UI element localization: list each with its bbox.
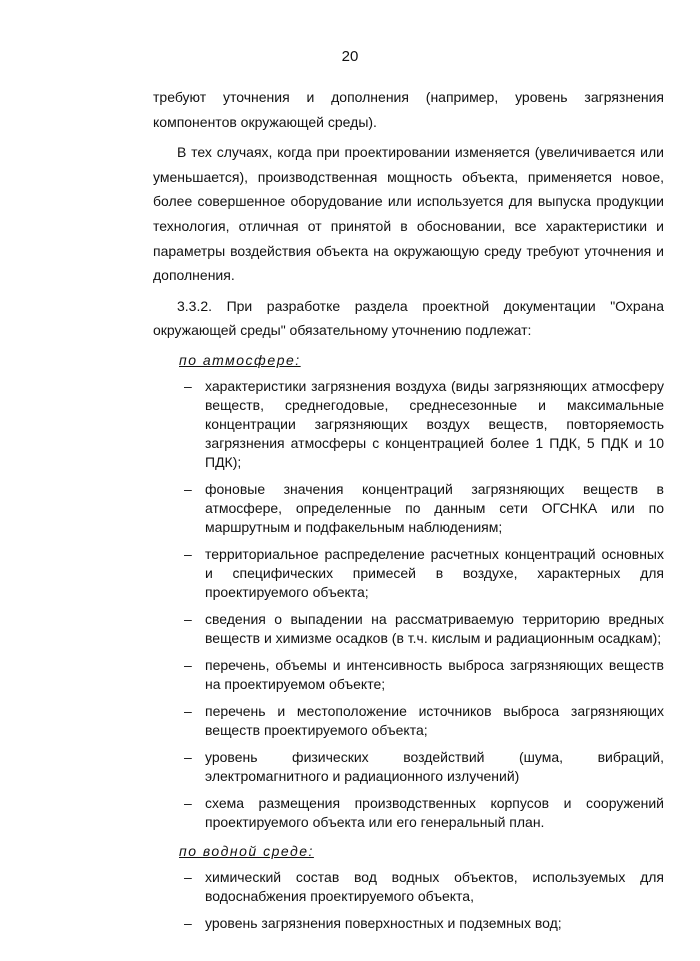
list-water bbox=[153, 868, 664, 933]
dash-marker: – bbox=[184, 914, 192, 931]
paragraph: В тех случаях, когда при проектировании изменяется (увеличивается или уменьшается), производственная мощность объекта, применяется новое, более совершенное оборудование или используется для выпуска продукции технология, отличная от принятой в обосновании, все характеристики и параметры воздействия объекта на окружающую среду требуют уточнения и дополнения. bbox=[153, 144, 664, 284]
list-atmosphere bbox=[153, 377, 664, 832]
list-item bbox=[153, 480, 664, 537]
list-item-text: уровень физических воздействий (шума, вибраций, электромагнитного и радиационного излучений) bbox=[205, 748, 664, 784]
dash-marker: – bbox=[184, 748, 192, 765]
list-item-text: территориальное распределение расчетных концентраций основных и специфических примесей в воздухе, характерных для проектируемого объекта; bbox=[205, 545, 664, 600]
dash-marker: – bbox=[184, 868, 192, 885]
dash-marker: – bbox=[184, 480, 192, 497]
dash-marker: – bbox=[184, 377, 192, 394]
list-item-text: фоновые значения концентраций загрязняющих веществ в атмосфере, определенные по данным сети ОГСНКА или по маршрутным и подфакельным наблюдениям; bbox=[205, 480, 664, 535]
list-item bbox=[153, 610, 664, 648]
document-body bbox=[153, 85, 664, 941]
list-item bbox=[153, 656, 664, 694]
list-item-text: химический состав вод водных объектов, используемых для водоснабжения проектируемого объекта, bbox=[205, 868, 664, 904]
list-item bbox=[153, 748, 664, 786]
list-item-text: перечень и местоположение источников выброса загрязняющих веществ проектируемого объекта; bbox=[205, 702, 664, 738]
list-item-text: характеристики загрязнения воздуха (виды загрязняющих атмосферу веществ, среднегодовые, среднесезонные и максимальные концентрации загрязняющих воздух веществ, повторяемость загрязнения атмосферы с концентрацией более 1 ПДК, 5 ПДК и 10 ПДК); bbox=[205, 377, 664, 470]
paragraph: требуют уточнения и дополнения (например, уровень загрязнения компонентов окружающей среды). bbox=[153, 89, 664, 130]
list-item bbox=[153, 868, 664, 906]
list-item bbox=[153, 914, 664, 933]
page-number: 20 bbox=[341, 48, 359, 65]
list-item bbox=[153, 794, 664, 832]
list-item bbox=[153, 377, 664, 472]
list-item-text: перечень, объемы и интенсивность выброса загрязняющих веществ на проектируемом объекте; bbox=[205, 656, 664, 692]
dash-marker: – bbox=[184, 545, 192, 562]
list-item-text: уровень загрязнения поверхностных и подземных вод; bbox=[205, 914, 562, 931]
list-item bbox=[153, 545, 664, 602]
paragraph: 3.3.2. При разработке раздела проектной документации "Охрана окружающей среды" обязательному уточнению подлежат: bbox=[153, 297, 664, 339]
dash-marker: – bbox=[184, 610, 192, 627]
dash-marker: – bbox=[184, 702, 192, 719]
dash-marker: – bbox=[184, 656, 192, 673]
section-heading-water: по водной среде: bbox=[179, 842, 314, 859]
dash-marker: – bbox=[184, 794, 192, 811]
list-item bbox=[153, 702, 664, 740]
list-item-text: схема размещения производственных корпусов и сооружений проектируемого объекта или его генеральный план. bbox=[205, 794, 664, 830]
list-item-text: сведения о выпадении на рассматриваемую территорию вредных веществ и химизме осадков (в т.ч. кислым и радиационным осадкам); bbox=[205, 610, 664, 646]
section-heading-atmosphere: по атмосфере: bbox=[179, 351, 301, 368]
